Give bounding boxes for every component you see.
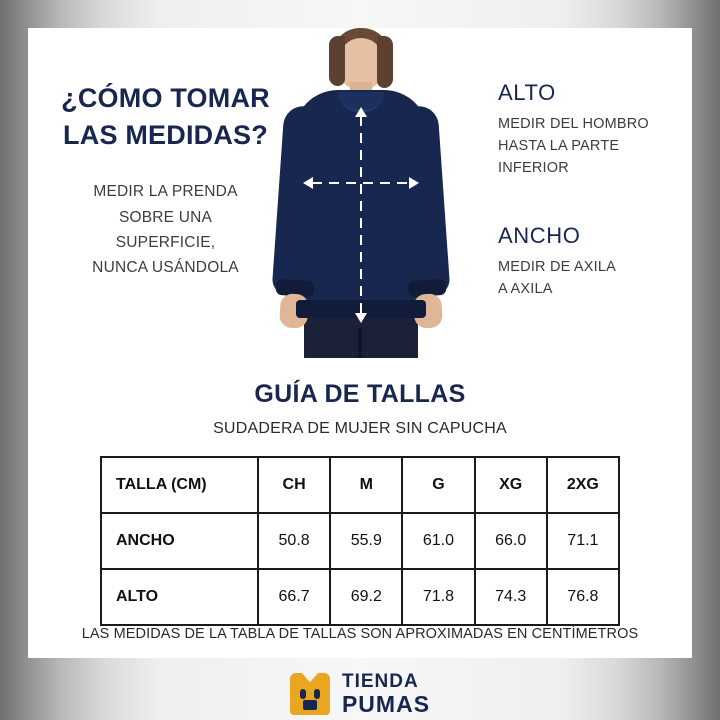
size-guide-subtitle: SUDADERA DE MUJER SIN CAPUCHA <box>213 420 507 437</box>
width-label: ANCHO <box>498 223 581 249</box>
cell-alto-ch: 66.7 <box>258 569 330 625</box>
logo-eye-left <box>300 689 306 699</box>
table-row <box>101 569 619 625</box>
brand-line-2: PUMAS <box>341 691 431 717</box>
cell-ancho-2xg: 71.1 <box>547 513 619 569</box>
model-pants-seam <box>358 328 362 358</box>
table-header-cell-3: G <box>402 457 474 513</box>
how-to-measure-section <box>28 28 692 358</box>
cell-alto-2xg: 76.8 <box>547 569 619 625</box>
table-header-row <box>101 457 619 513</box>
size-table <box>100 456 620 626</box>
white-card <box>28 28 692 658</box>
table-header-cell-2: M <box>330 457 402 513</box>
logo-eye-right <box>314 689 320 699</box>
instructions-line-4: NUNCA USÁNDOLA <box>92 258 239 276</box>
cell-ancho-m: 55.9 <box>330 513 402 569</box>
cell-ancho-g: 61.0 <box>402 513 474 569</box>
row-label-ancho: ANCHO <box>101 513 258 569</box>
table-header-cell-4: XG <box>475 457 547 513</box>
brand-footer <box>0 668 720 720</box>
height-description <box>498 113 688 179</box>
logo-mouth <box>303 700 317 710</box>
instructions-line-2: SOBRE UNA <box>118 208 213 226</box>
table-header-cell-0: TALLA (CM) <box>101 457 258 513</box>
height-description-line-2: HASTA LA PARTE <box>498 138 620 155</box>
definitions-spacer <box>498 179 688 223</box>
table-note: LAS MEDIDAS DE LA TABLA DE TALLAS SON APROXIMADAS EN CENTÍMETROS <box>81 626 639 642</box>
page-title-line-1: ¿CÓMO TOMAR <box>61 83 270 113</box>
cell-ancho-ch: 50.8 <box>258 513 330 569</box>
measurement-definitions <box>498 80 688 300</box>
puma-head-logo-icon <box>290 673 330 715</box>
width-description-line-2: A AXILA <box>498 281 553 298</box>
height-description-line-1: MEDIR DEL HOMBRO <box>498 116 649 132</box>
cell-alto-xg: 74.3 <box>475 569 547 625</box>
model-hair-right <box>377 36 393 88</box>
size-guide-title: GUÍA DE TALLAS <box>254 380 466 408</box>
width-description <box>498 256 688 300</box>
brand-wordmark <box>342 672 430 716</box>
cell-ancho-xg: 66.0 <box>475 513 547 569</box>
table-header-cell-5: 2XG <box>547 457 619 513</box>
width-description-line-1: MEDIR DE AXILA <box>498 259 617 276</box>
cell-alto-g: 71.8 <box>402 569 474 625</box>
cell-alto-m: 69.2 <box>330 569 402 625</box>
model-hair-left <box>329 36 345 86</box>
height-label: ALTO <box>498 80 556 105</box>
instructions-line-1: MEDIR LA PRENDA <box>93 183 238 201</box>
page-title-line-2: LAS MEDIDAS? <box>63 119 268 150</box>
brand-line-1: TIENDA <box>341 671 419 692</box>
instructions-line-3: SUPERFICIE, <box>115 233 216 251</box>
model-illustration <box>246 28 474 358</box>
height-arrow-icon <box>360 116 362 314</box>
row-label-alto: ALTO <box>101 569 258 625</box>
table-header-cell-1: CH <box>258 457 330 513</box>
table-row <box>101 513 619 569</box>
height-description-line-3: INFERIOR <box>498 160 569 177</box>
